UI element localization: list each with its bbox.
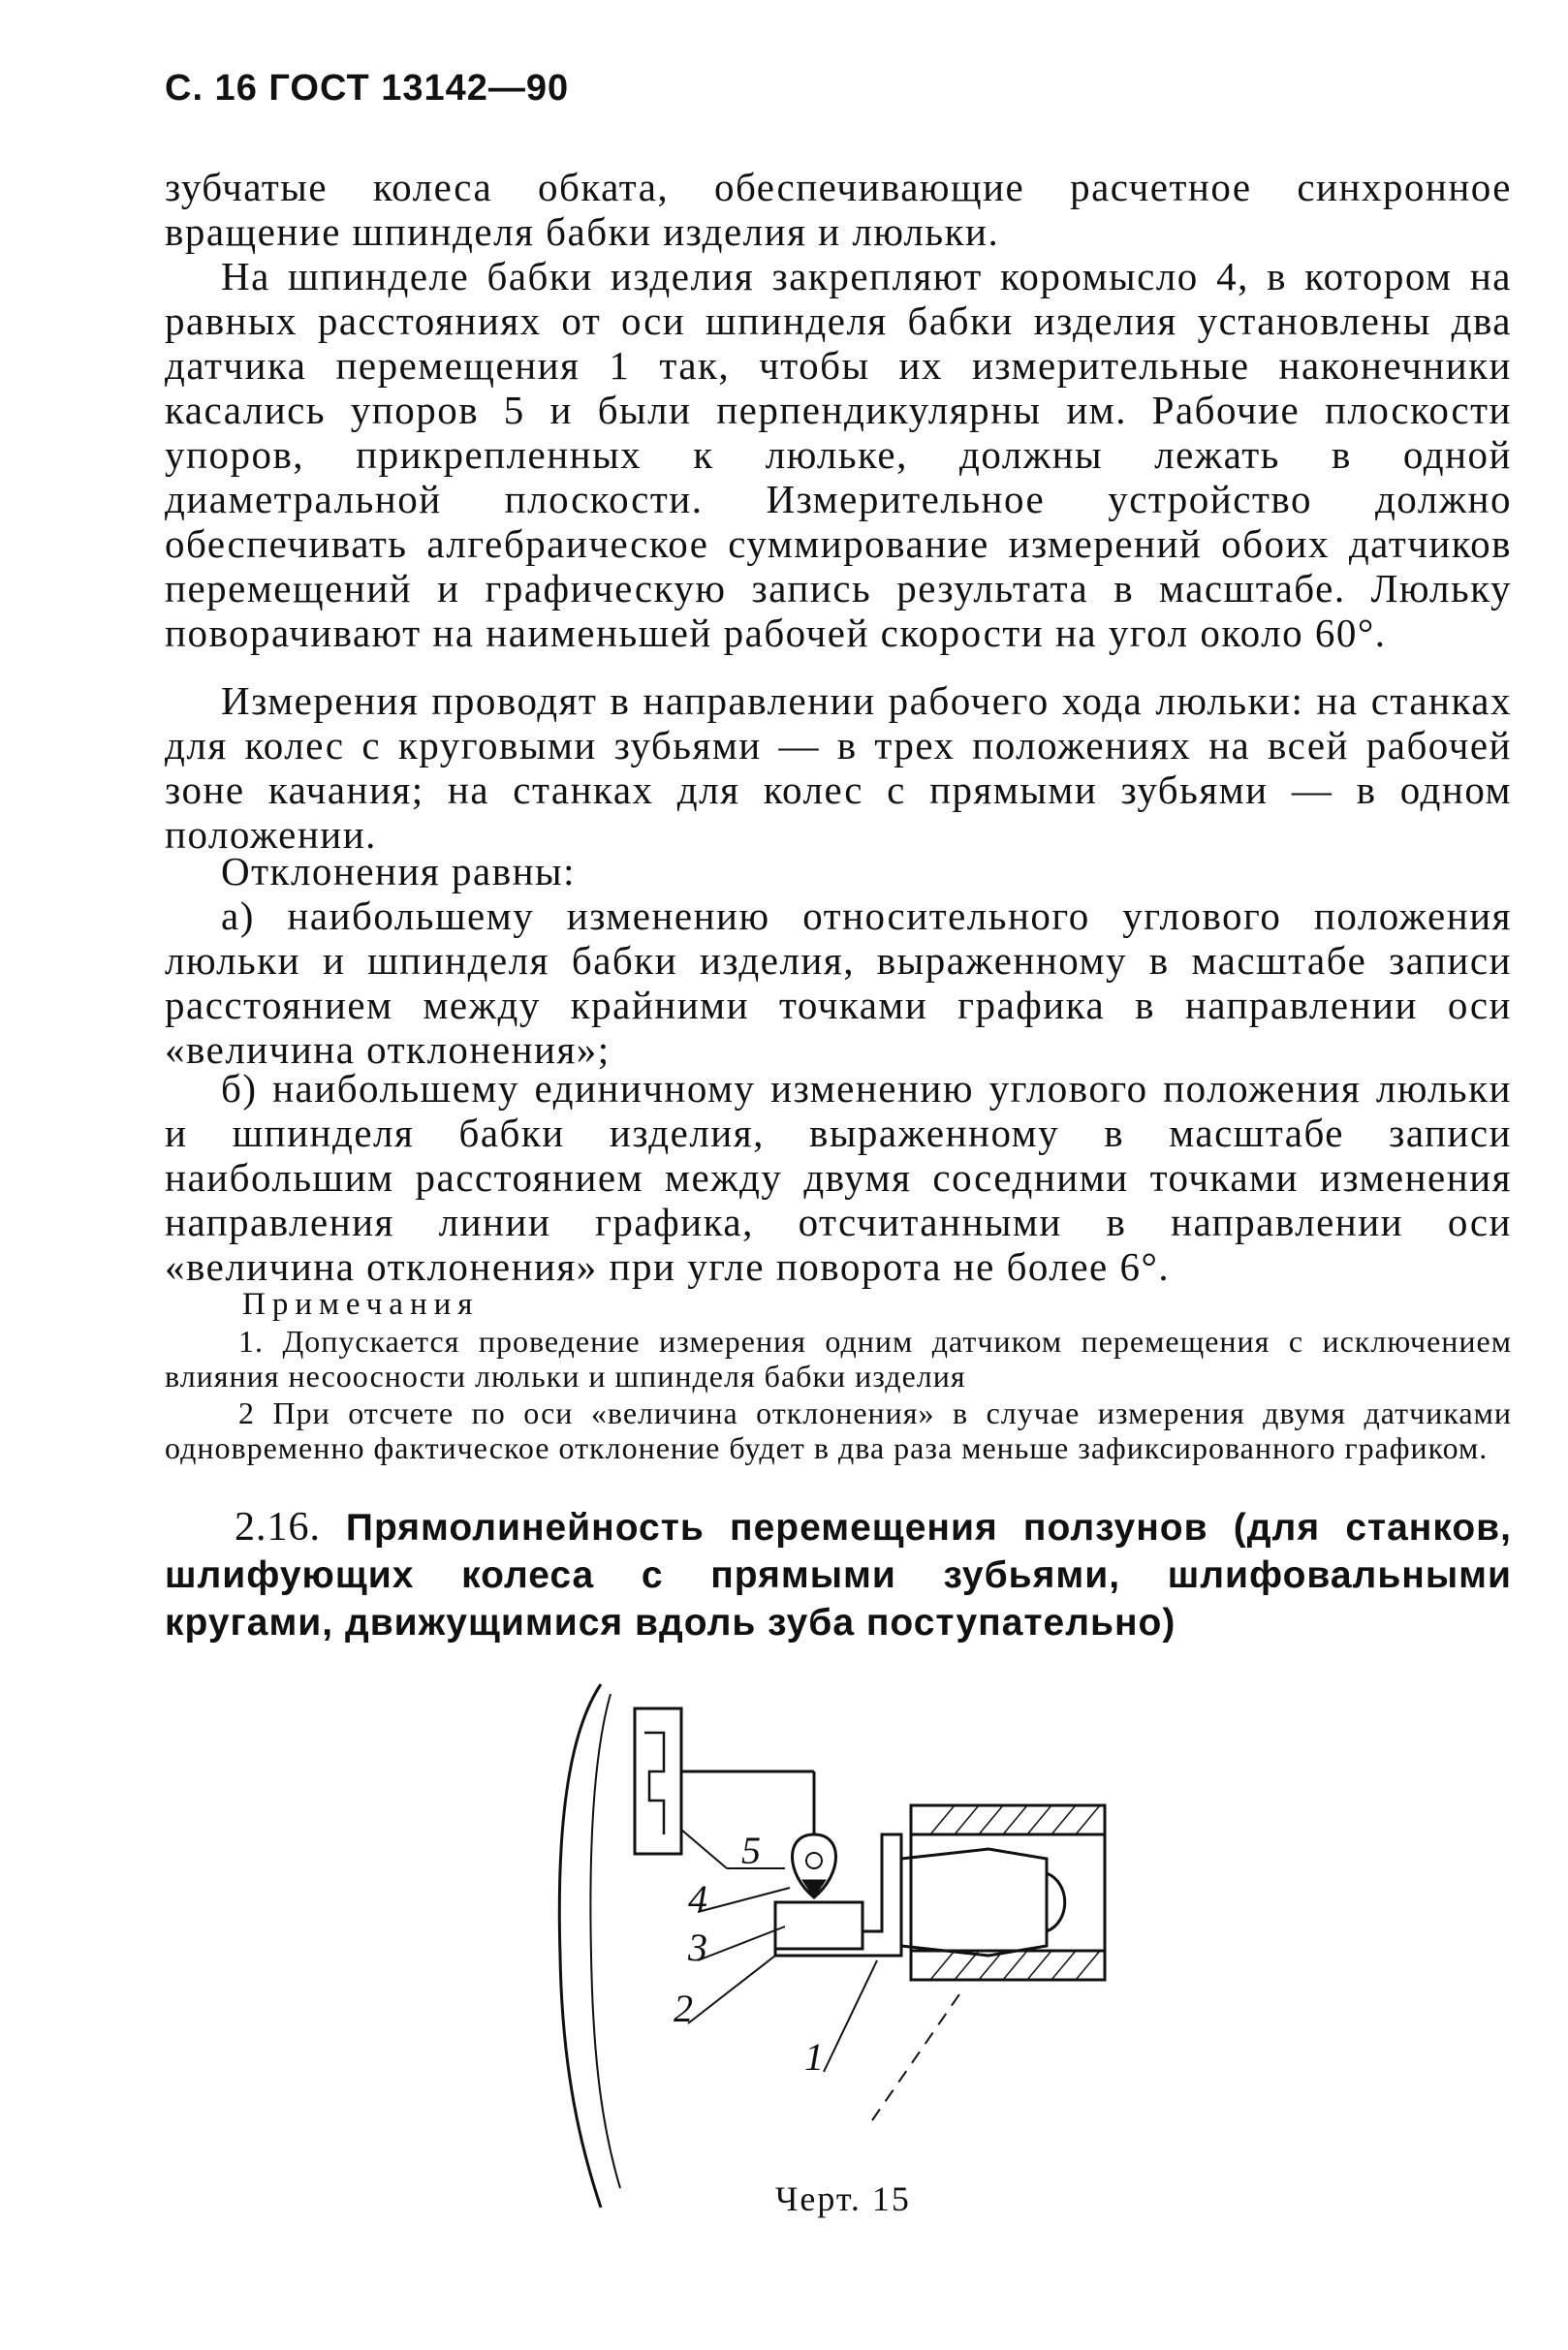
paragraph-item-a: а) наибольшему изменению относительного углового положения люльки и шпинделя бабки изделия, выраженному в масштабе записи расстоянием между крайними точками графика в направлении оси «величина отклонения»; (165, 893, 1512, 1072)
section-2-16 (165, 1504, 1512, 1646)
figure-15-labels (543, 1665, 1144, 2208)
paragraph-1: зубчатые колеса обката, обеспечивающие расчетное синхронное вращение шпинделя бабки изделия и люльки. (165, 165, 1512, 254)
paragraph-4: Отклонения равны: (221, 849, 576, 893)
label-5: 5 (741, 1829, 761, 1872)
section-number: 2.16. (235, 1505, 321, 1550)
paragraph-2: На шпинделе бабки изделия закрепляют коромысло 4, в котором на равных расстояниях от оси шпинделя бабки изделия установлены два датчика перемещения 1 так, чтобы их измерительные наконечники касались упоров 5 и были перпендикулярны им. Рабочие плоскости упоров, прикрепленных к люльке, должны лежать в одной диаметральной плоскости. Измерительное устройство должно обеспечивать алгебраическое суммирование измерений обоих датчиков перемещений и графическую запись результата в масштабе. Люльку поворачивают на наименьшей рабочей скорости на угол около 60°. (165, 254, 1512, 655)
page-header: С. 16 ГОСТ 13142—90 (165, 68, 570, 109)
label-1: 1 (804, 2035, 824, 2079)
notes-title: Примечания (242, 1287, 480, 1322)
figure-caption: Черт. 15 (775, 2179, 911, 2218)
note-1: 1. Допускается проведение измерения одним датчиком перемещения с исключением влияния несоосности люльки и шпинделя бабки изделия (165, 1324, 1512, 1394)
note-2: 2 При отсчете по оси «величина отклонения» в случае измерения двумя датчиками одновременно фактическое отклонение будет в два раза меньше зафиксированного графиком. (165, 1395, 1512, 1465)
paragraph-item-b: б) наибольшему единичному изменению углового положения люльки и шпинделя бабки изделия, выраженному в масштабе записи наибольшим расстоянием между двумя соседними точками изменения направления линии графика, отсчитанными в направлении оси «величина отклонения» при угле поворота не более 6°. (165, 1066, 1512, 1289)
section-title: Прямолинейность перемещения ползунов (для станков, шлифующих колеса с прямыми зубьями, шлифовальными кругами, движущимися вдоль зуба поступательно) (165, 1507, 1512, 1644)
label-3: 3 (688, 1926, 707, 1969)
label-2: 2 (674, 1987, 693, 2030)
label-4: 4 (688, 1877, 707, 1921)
paragraph-3: Измерения проводят в направлении рабочего хода люльки: на станках для колес с круговыми зубьями — в трех положениях на всей рабочей зоне качания; на станках для колес с прямыми зубьями — в одном положении. (165, 678, 1512, 857)
